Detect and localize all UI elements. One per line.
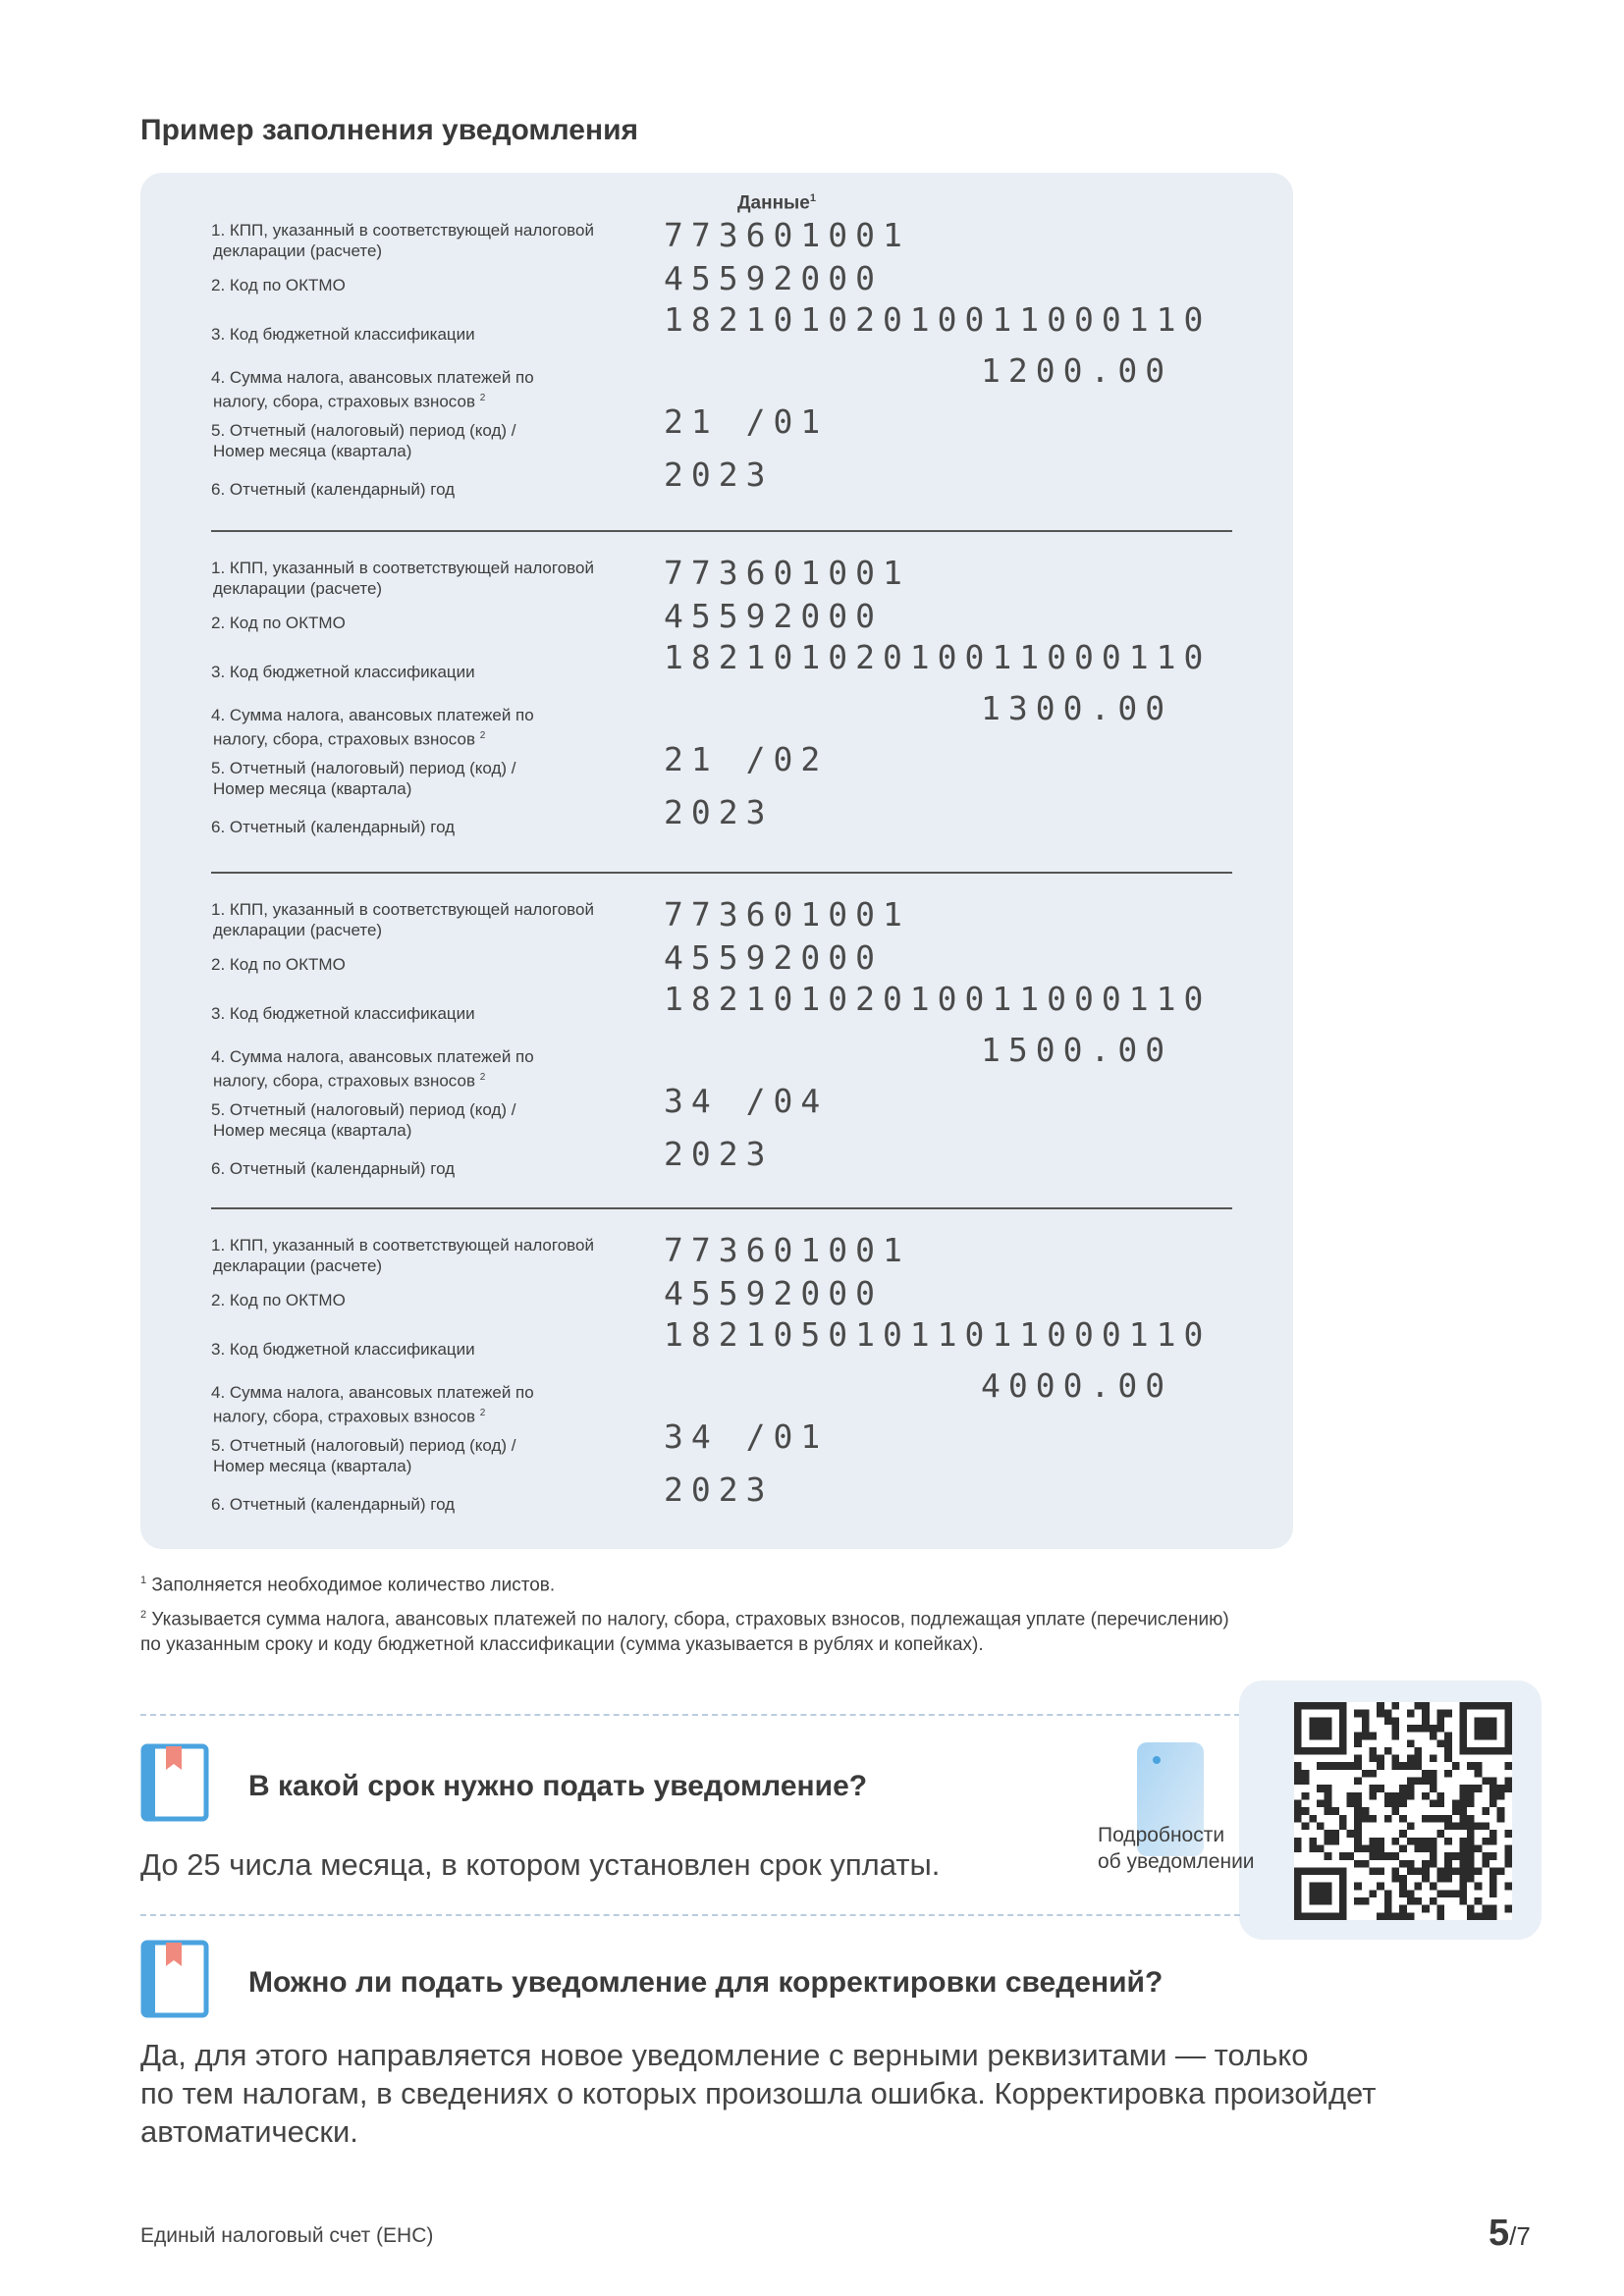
data-column-header: Данные$^1$: [737, 192, 816, 214]
field-label-oktmo: 2. Код по ОКТМО: [211, 614, 346, 632]
field-label-year: 6. Отчетный (календарный) год: [211, 1495, 456, 1514]
field-label-kpp: 1. КПП, указанный в соответствующей налоговой декларации (расчете): [211, 559, 594, 598]
field-label-year: 6. Отчетный (календарный) год: [211, 1159, 456, 1178]
field-value-period: 21 /02: [664, 740, 829, 778]
faq-question-correction: Можно ли подать уведомление для корректировки сведений?: [248, 1966, 1164, 1999]
field-value-kpp: 773601001: [664, 1231, 910, 1269]
field-label-kbk: 3. Код бюджетной классификации: [211, 325, 475, 344]
faq-answer-deadline: До 25 числа месяца, в котором установлен срок уплаты.: [140, 1847, 941, 1882]
field-value-kpp: 773601001: [664, 895, 910, 934]
field-label-year: 6. Отчетный (календарный) год: [211, 480, 456, 499]
notice-block: [140, 895, 1293, 1213]
field-value-kbk: 18210102010011000110: [664, 300, 1212, 339]
field-label-kpp: 1. КПП, указанный в соответствующей налоговой декларации (расчете): [211, 1236, 594, 1275]
faq-answer-correction: Да, для этого направляется новое уведомление с верными реквизитами — только по тем налогам, в сведениях о которых произошла ошибка. Корректировка произойдет автоматически.: [140, 2038, 1377, 2149]
notice-block: [140, 1231, 1293, 1549]
field-label-kbk: 3. Код бюджетной классификации: [211, 1004, 475, 1023]
field-value-amount: 1300.00: [981, 689, 1173, 727]
field-value-kbk: 18210501011011000110: [664, 1315, 1212, 1354]
field-value-kbk: 18210102010011000110: [664, 638, 1212, 676]
faq-question-deadline: В какой срок нужно подать уведомление?: [248, 1770, 868, 1802]
qr-code[interactable]: [1294, 1702, 1512, 1920]
footnote-1: $^1$ Заполняется необходимое количество листов.: [140, 1575, 556, 1596]
field-label-oktmo: 2. Код по ОКТМО: [211, 1291, 346, 1309]
page-number: 5/7: [1489, 2213, 1531, 2254]
field-value-oktmo: 45592000: [664, 1274, 883, 1312]
notice-form-panel: [140, 173, 1293, 1549]
field-value-amount: 4000.00: [981, 1366, 1173, 1405]
field-label-kbk: 3. Код бюджетной классификации: [211, 1340, 475, 1359]
field-label-amount: 4. Сумма налога, авансовых платежей по налогу, сбора, страховых взносов $^2$: [211, 1383, 534, 1426]
field-label-year: 6. Отчетный (календарный) год: [211, 818, 456, 836]
field-label-period: 5. Отчетный (налоговый) период (код) / Номер месяца (квартала): [211, 421, 516, 460]
notice-divider: [211, 872, 1232, 874]
qr-caption: Подробности об уведомлении: [1098, 1824, 1255, 1873]
book-icon: [140, 1940, 209, 2018]
field-value-kpp: 773601001: [664, 554, 910, 592]
footnote-2: $^2$ Указывается сумма налога, авансовых платежей по налогу, сбора, страховых взносов, подлежащая уплате (перечислению) по указанным сроку и коду бюджетной классификации (сумма указывается в рублях и копейках).: [140, 1609, 1229, 1656]
field-value-year: 2023: [664, 1135, 774, 1173]
field-value-amount: 1200.00: [981, 351, 1173, 390]
field-label-kpp: 1. КПП, указанный в соответствующей налоговой декларации (расчете): [211, 900, 594, 939]
field-value-oktmo: 45592000: [664, 597, 883, 635]
field-value-period: 34 /01: [664, 1417, 829, 1456]
notice-block: [140, 216, 1293, 534]
field-value-kbk: 18210102010011000110: [664, 980, 1212, 1018]
field-value-year: 2023: [664, 455, 774, 494]
field-label-period: 5. Отчетный (налоговый) период (код) / Номер месяца (квартала): [211, 759, 516, 798]
field-value-period: 34 /04: [664, 1082, 829, 1120]
field-value-kpp: 773601001: [664, 216, 910, 254]
field-value-period: 21 /01: [664, 402, 829, 441]
field-label-kpp: 1. КПП, указанный в соответствующей налоговой декларации (расчете): [211, 221, 594, 260]
section-divider: [140, 1914, 1240, 1916]
notice-divider: [211, 1207, 1232, 1209]
field-value-amount: 1500.00: [981, 1031, 1173, 1069]
field-label-period: 5. Отчетный (налоговый) период (код) / Номер месяца (квартала): [211, 1100, 516, 1140]
field-label-period: 5. Отчетный (налоговый) период (код) / Номер месяца (квартала): [211, 1436, 516, 1475]
field-label-kbk: 3. Код бюджетной классификации: [211, 663, 475, 681]
field-label-oktmo: 2. Код по ОКТМО: [211, 276, 346, 294]
notice-block: [140, 554, 1293, 872]
book-icon: [140, 1743, 209, 1822]
field-label-oktmo: 2. Код по ОКТМО: [211, 955, 346, 974]
notice-divider: [211, 530, 1232, 532]
footer-title: Единый налоговый счет (ЕНС): [140, 2224, 434, 2247]
field-value-oktmo: 45592000: [664, 938, 883, 977]
section-divider: [140, 1714, 1250, 1716]
page-title: Пример заполнения уведомления: [140, 114, 639, 146]
field-label-amount: 4. Сумма налога, авансовых платежей по налогу, сбора, страховых взносов $^2$: [211, 706, 534, 749]
field-value-year: 2023: [664, 1470, 774, 1509]
field-value-year: 2023: [664, 793, 774, 831]
field-label-amount: 4. Сумма налога, авансовых платежей по налогу, сбора, страховых взносов $^2$: [211, 368, 534, 411]
field-value-oktmo: 45592000: [664, 259, 883, 297]
field-label-amount: 4. Сумма налога, авансовых платежей по налогу, сбора, страховых взносов $^2$: [211, 1047, 534, 1091]
